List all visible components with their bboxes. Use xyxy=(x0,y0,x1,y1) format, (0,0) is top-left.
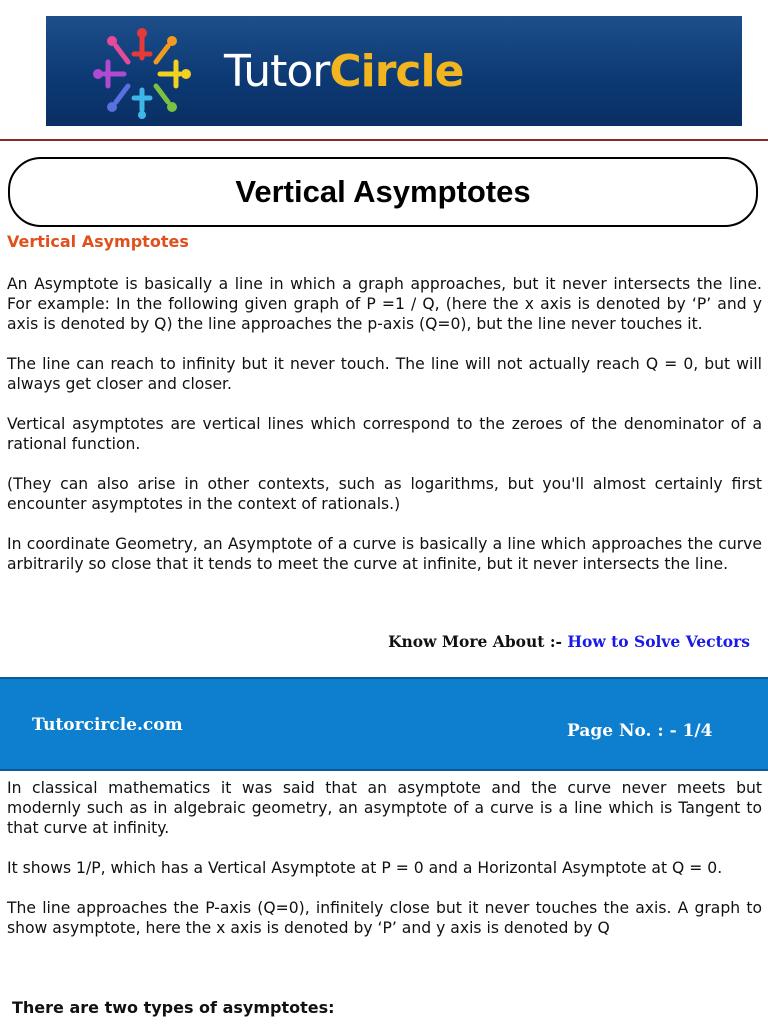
paragraph: An Asymptote is basically a line in which a graph approaches, but it never intersects the line. For example: In the following given graph of P =1 / Q, (here the x axis is denoted by ‘P’ and y axis is denoted by Q) the line approaches the p-axis (Q=0), but the line never touches it. xyxy=(7,275,762,333)
section-heading: Vertical Asymptotes xyxy=(7,232,189,251)
paragraph: The line approaches the P-axis (Q=0), infinitely close but it never touches the axis. A graph to show asymptote, here the x axis is denoted by ‘P’ and y axis is denoted by Q xyxy=(7,899,762,937)
header-banner xyxy=(46,16,742,126)
paragraph: It shows 1/P, which has a Vertical Asymptote at P = 0 and a Horizontal Asymptote at Q = 0. xyxy=(7,859,723,877)
body-text xyxy=(7,274,762,594)
know-more-link[interactable]: How to Solve Vectors xyxy=(567,632,750,651)
title-box xyxy=(8,157,758,227)
top-divider xyxy=(0,139,768,141)
footer-site-name: Tutorcircle.com xyxy=(32,715,183,735)
paragraph: (They can also arise in other contexts, such as logarithms, but you'll almost certainly first encounter asymptotes in the context of rationals.) xyxy=(7,475,762,513)
know-more-label: Know More About :- xyxy=(388,632,562,651)
paragraph: The line can reach to infinity but it never touch. The line will not actually reach Q = 0, but will always get closer and closer. xyxy=(7,355,762,393)
brand-circle: Circle xyxy=(329,46,464,97)
page-title: Vertical Asymptotes xyxy=(235,174,531,209)
paragraph: In coordinate Geometry, an Asymptote of a curve is basically a line which approaches the curve arbitrarily so close that it tends to meet the curve at infinite, but it never intersects the line. xyxy=(7,535,762,573)
know-more-line xyxy=(388,632,750,651)
brand-tutor: Tutor xyxy=(224,46,330,97)
brand-wordmark xyxy=(224,44,463,100)
people-circle-logo-icon xyxy=(72,24,212,120)
types-heading: There are two types of asymptotes: xyxy=(12,998,335,1017)
footer-page-number: Page No. : - 1/4 xyxy=(567,721,713,741)
paragraph: Vertical asymptotes are vertical lines which correspond to the zeroes of the denominator of a rational function. xyxy=(7,415,762,453)
page-footer-band xyxy=(0,677,768,771)
paragraph: In classical mathematics it was said that an asymptote and the curve never meets but modernly such as in algebraic geometry, an asymptote of a curve is a line which is Tangent to that curve at infinity. xyxy=(7,779,762,837)
body-text-continued xyxy=(7,778,762,958)
